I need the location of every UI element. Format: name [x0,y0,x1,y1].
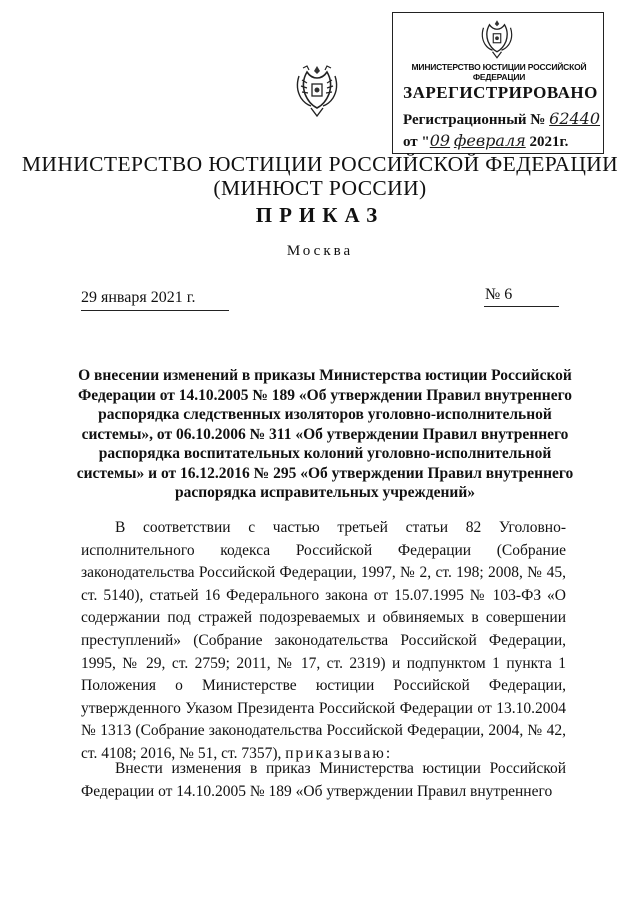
ministry-short-name: (МИНЮСТ РОССИИ) [213,176,427,200]
order-title: ПРИКАЗ [255,203,385,227]
stamp-date-suffix: г. [559,134,569,150]
stamp-reg-label: Регистрационный № [403,112,546,128]
registration-stamp [392,12,604,154]
number-underline [484,306,559,307]
stamp-emblem-icon [479,17,515,61]
ministry-name: МИНИСТЕРСТВО ЮСТИЦИИ РОССИЙСКОЙ ФЕДЕРАЦИИ [21,152,619,176]
stamp-date-year: 2021 [529,134,560,150]
stamp-date-day: 09 [429,131,451,150]
paragraph-2-text: Внести изменения в приказ Министерства юстиции Российской Федерации от 14.10.2005 № 189 «Об утверждении Правил внутреннего [81,760,566,800]
stamp-reg-number: 62440 [549,109,601,128]
order-subject: О внесении изменений в приказы Министерства юстиции Российской Федерации от 14.10.2005 № 189 «Об утверждении Правил внутреннего распорядка следственных изоляторов уголовно-исполнительной системы», от 06.10.2006 № 311 «Об утверждении Правил внутреннего распорядка воспитательных колоний уголовно-исполнительной системы» и от 16.12.2016 № 295 «Об утверждении Правил внутреннего распорядка исправительных учреждений» [76,367,574,501]
stamp-ministry-name: МИНИСТЕРСТВО ЮСТИЦИИ РОССИЙСКОЙ ФЕДЕРАЦИИ [411,62,587,82]
stamp-registration-line [403,109,600,129]
stamp-date-line [403,131,568,151]
body-paragraph-1 [81,517,566,766]
body-paragraph-2 [81,758,566,803]
order-word: приказываю: [285,744,393,762]
coat-of-arms-emblem-icon [293,62,341,120]
stamp-registered-label: ЗАРЕГИСТРИРОВАНО [403,83,598,102]
date-underline [81,310,229,311]
stamp-date-month: февраля [453,131,526,150]
stamp-date-prefix: от " [403,134,430,150]
city: Москва [286,243,354,259]
order-number: № 6 [485,286,513,303]
paragraph-1-text: В соответствии с частью третьей статьи 82 Уголовно-исполнительного кодекса Российской Федерации (Собрание законодательства Российской Федерации, 1997, № 2, ст. 198; 2008, № 45, ст. 5140), статьей 16 Федерального закона от 15.07.1995 № 103-ФЗ «О содержании под стражей подозреваемых и обвиняемых в совершении преступлений» (Собрание законодательства Российской Федерации, 1995, № 29, ст. 2759; 2011, № 17, ст. 2319) и подпунктом 1 пункта 1 Положения о Министерстве юстиции Российской Федерации, утвержденного Указом Президента Российской Федерации от 13.10.2004 № 1313 (Собрание законодательства Российской Федерации, 2004, № 42, ст. 4108; 2016, № 51, ст. 7357), [81,519,566,762]
order-date: 29 января 2021 г. [81,289,196,306]
